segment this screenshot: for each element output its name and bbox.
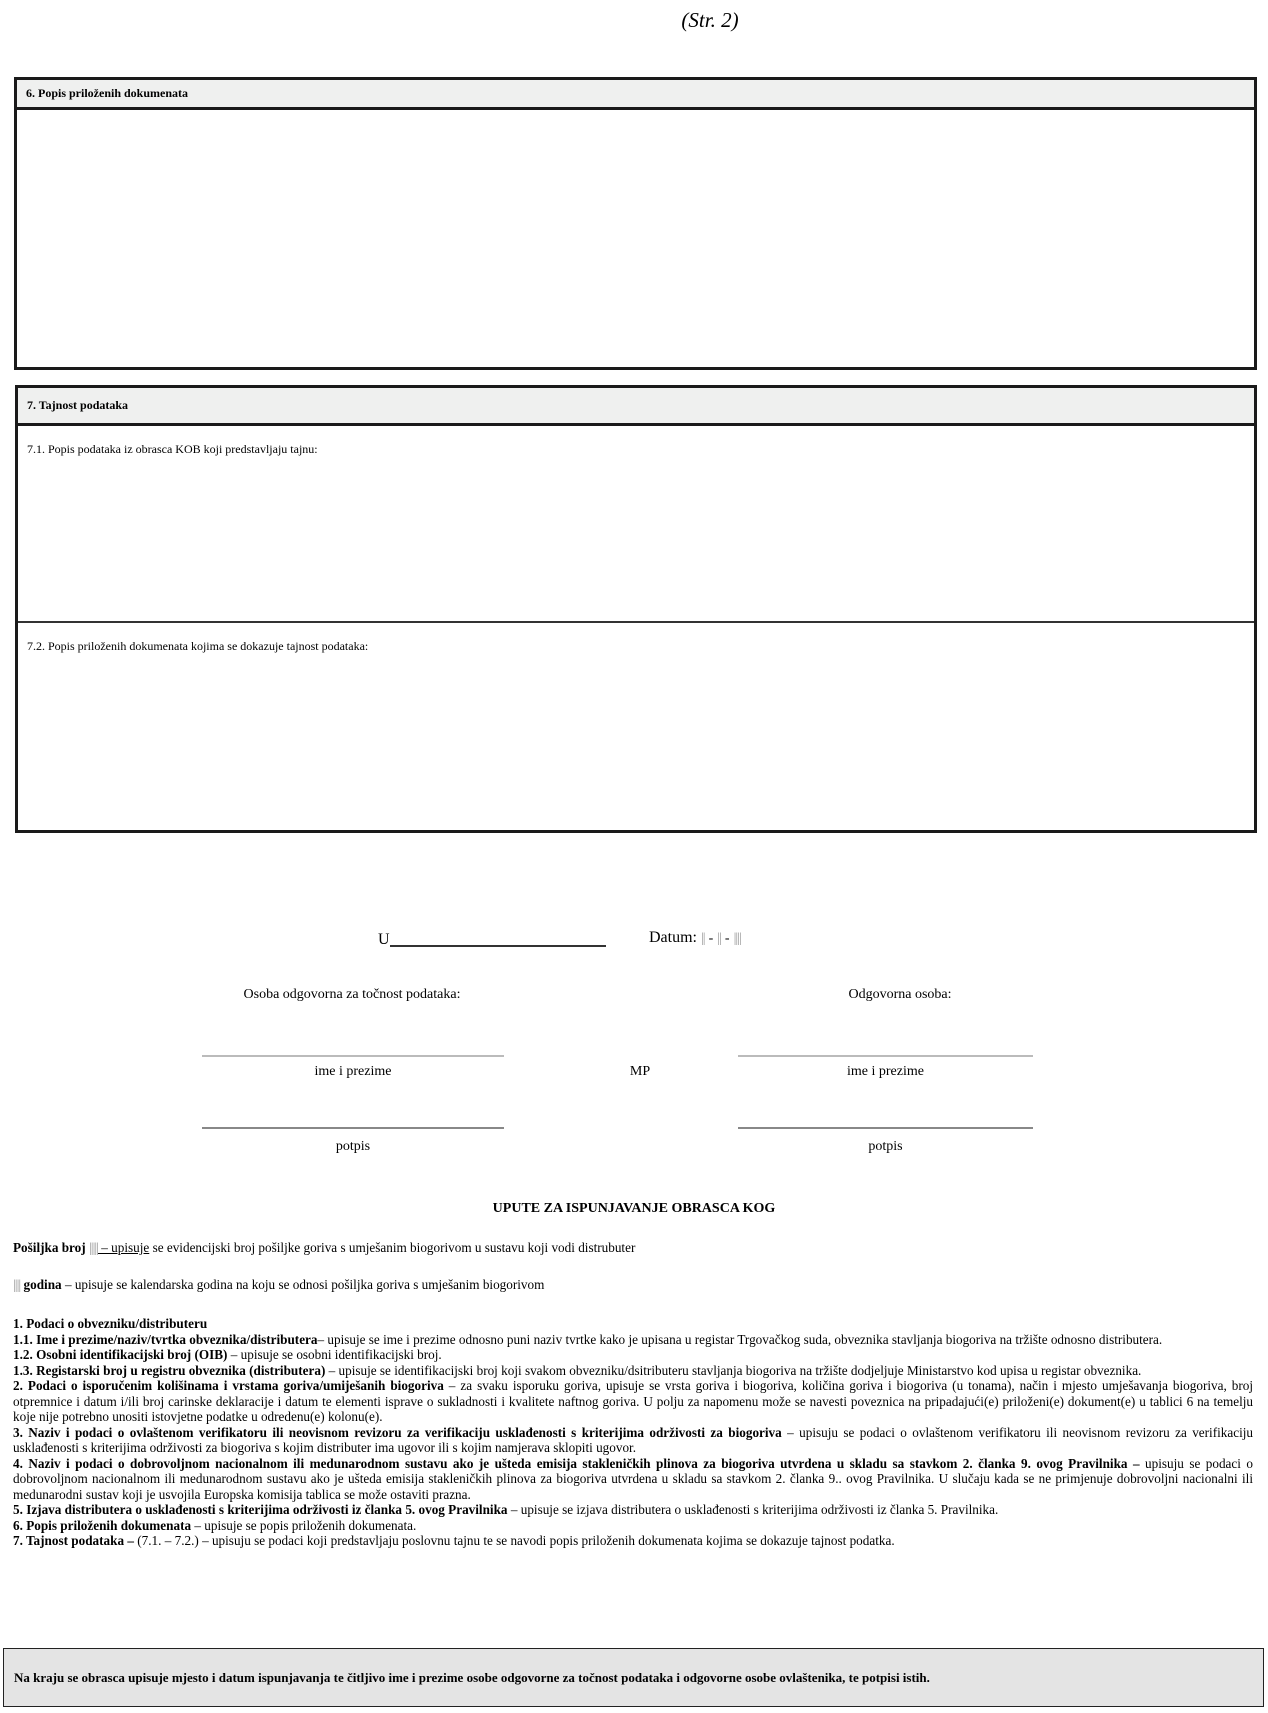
instruction-item-text: upisuju se podaci o dobrovoljnom nacionalnom ili medunarodnom sustavu ako je ušteda emisija stakleničkih plinova za biogoriva utvrdena u skladu sa stavkom 2. članka 9.. ovog Pravilnika. U slučaju kada se ne primjenuje dobrovoljni nacionalni ili medunarodni sustav koji je usvojila Europska komisija tablica se može ostaviti prazna. xyxy=(13,1455,1253,1502)
year-ticks: |||| xyxy=(13,1278,21,1293)
instruction-item-heading: 1.2. Osobni identifikacijski broj (OIB) xyxy=(13,1347,228,1362)
section-6-input-area[interactable] xyxy=(17,110,1254,364)
instruction-item-text: (7.1. – 7.2.) – upisuju se podaci koji predstavljaju poslovnu tajnu te se navodi popis priloženih dokumenata kojima se dokazuje tajnost podatka. xyxy=(137,1533,895,1548)
year-text: – upisuje se kalendarska godina na koju se odnosi pošiljka goriva s umješanim biogorivom xyxy=(61,1277,545,1292)
instruction-item-text: – upisuje se izjava distributera o usklađenosti s kriterijima održivosti iz članka 5. Pravilnika. xyxy=(507,1502,999,1517)
instruction-item xyxy=(13,1347,1253,1363)
instruction-item-heading: 3. Naziv i podaci o ovlaštenom verifikatoru ili neovisnom revizoru za verifikaciju usklađenosti s kriterijima održivosti za biogoriva xyxy=(13,1424,782,1440)
section-7-1-input-area[interactable] xyxy=(18,426,1254,621)
page-number: (Str. 2) xyxy=(681,8,739,32)
right-signature-heading: Odgovorna osoba: xyxy=(848,987,952,1002)
shipment-number-ticks: ||||| xyxy=(88,1241,98,1256)
date-separator-2: - xyxy=(724,931,730,946)
instruction-item xyxy=(13,1332,1253,1348)
left-signature-heading: Osoba odgovorna za točnost podataka: xyxy=(243,987,461,1002)
left-signature-caption: potpis xyxy=(335,1139,371,1154)
left-name-caption: ime i prezime xyxy=(314,1064,392,1079)
section-7-data-confidentiality xyxy=(15,385,1257,833)
instruction-item-heading: 5. Izjava distributera o usklađenosti s kriterijima održivosti iz članka 5. ovog Pravilnika xyxy=(13,1502,508,1517)
section-6-attached-documents xyxy=(14,77,1257,370)
section-7-2-label: 7.2. Popis priloženih dokumenata kojima se dokazuje tajnost podataka: xyxy=(27,639,369,653)
instruction-item-heading: 6. Popis priloženih dokumenata xyxy=(13,1517,192,1533)
date-separator-1: - xyxy=(708,931,714,946)
instructions-list xyxy=(13,1316,1253,1549)
instruction-item xyxy=(13,1378,1253,1425)
instruction-item xyxy=(13,1502,1253,1518)
instructions-title: UPUTE ZA ISPUNJAVANJE OBRASCA KOG xyxy=(492,1201,776,1216)
instruction-item-text: – upisuje se osobni identifikacijski broj. xyxy=(227,1347,442,1362)
left-name-line[interactable] xyxy=(202,1055,504,1057)
instruction-item-heading: 1.3. Registarski broj u registru obveznika (distributera) xyxy=(13,1362,326,1378)
section-7-1-label: 7.1. Popis podataka iz obrasca KOB koji predstavljaju tajnu: xyxy=(27,442,318,456)
shipment-text: se evidencijski broj pošiljke goriva s umješanim biogorivom u sustavu koji vodi distrubuter xyxy=(149,1240,636,1255)
section-7-title: 7. Tajnost podataka xyxy=(27,398,129,412)
instruction-item-heading: 2. Podaci o isporučenim kolišinama i vrstama goriva/umiješanih biogoriva xyxy=(13,1378,444,1393)
footer-note-box xyxy=(3,1648,1264,1707)
instruction-item-heading: 1.1. Ime i prezime/naziv/tvrtka obveznika/distributera xyxy=(13,1331,318,1347)
instruction-item xyxy=(13,1456,1253,1503)
section-6-title: 6. Popis priloženih dokumenata xyxy=(26,86,189,100)
date-year-input[interactable]: |||| xyxy=(733,931,741,946)
instruction-item-text: – upisuje se ime i prezime odnosno puni naziv tvrtke kako je upisana u registar Trgovačkog suda, obveznika stavljanja biogoriva na tržište odnosno distributera. xyxy=(317,1331,1163,1347)
date-month-input[interactable]: || xyxy=(717,931,721,946)
footer-note-text: Na kraju se obrasca upisuje mjesto i datum ispunjavanja te čitljivo ime i prezime osobe odgovorne za točnost podataka i odgovorne osobe ovlaštenika, te potpisi istih. xyxy=(14,1669,930,1685)
right-name-caption: ime i prezime xyxy=(847,1064,924,1079)
instruction-item-text: – upisuju se podaci o ovlaštenom verifikatoru ili neovisnom revizoru za verifikaciju usklađenosti s kriterijima održivosti za biogoriva s kojim distributer ima ugovor ili s kojim namjerava sklopiti ugovor. xyxy=(13,1424,1253,1455)
place-field xyxy=(378,929,606,949)
instruction-item-text: – upisuje se identifikacijski broj koji svakom obvezniku/dsitributeru stavljanja biogoriva na tržište dodjeljuje Ministarstvo kod upisa u registar obveznika. xyxy=(325,1362,1142,1378)
instruction-item-heading: 4. Naziv i podaci o dobrovoljnom nacionalnom ili medunarodnom sustavu ako je ušteda emisija stakleničkih plinova za biogoriva utvrdena u skladu sa stavkom 2. članka 9. ovog Pravilnika – xyxy=(13,1455,1140,1471)
shipment-number-instruction xyxy=(13,1240,1253,1257)
instruction-item xyxy=(13,1425,1253,1456)
date-label: Datum: xyxy=(649,929,697,946)
place-input-line[interactable] xyxy=(390,929,606,947)
instruction-item xyxy=(13,1316,1253,1332)
year-label: godina xyxy=(23,1277,62,1292)
right-name-line[interactable] xyxy=(738,1055,1033,1057)
instruction-item-heading: 7. Tajnost podataka – xyxy=(13,1533,138,1548)
instruction-item-text: – upisuje se popis priloženih dokumenata. xyxy=(191,1517,417,1533)
instruction-item-text: – za svaku isporuku goriva, upisuje se vrsta goriva i biogoriva, količina goriva i biogoriva (u tonama), način i mjesto umješavanja biogoriva, broj otpremnice i datum i/ili broj carinske deklaracije i datum te elementi isprave o sukladnosti i kvalitete naftnog goriva. U polju za napomenu može se navesti poveznica na pripadajući(e) priloženi(e) dokument(e) u tablici 6 na temelju koje nije potrebno unositi istovjetne podatke u odredenu(e) kolonu(e). xyxy=(13,1378,1253,1424)
instruction-item xyxy=(13,1533,1253,1549)
section-7-2-input-area[interactable] xyxy=(18,623,1254,827)
left-signature-line[interactable] xyxy=(202,1127,504,1129)
instruction-item-heading: 1. Podaci o obvezniku/distributeru xyxy=(13,1316,208,1331)
place-prefix: U xyxy=(378,931,390,948)
right-signature-caption: potpis xyxy=(868,1139,903,1154)
section-7-header xyxy=(18,388,1254,426)
shipment-dash: – upisuje xyxy=(97,1240,150,1255)
shipment-number-label: Pošiljka broj xyxy=(13,1240,86,1255)
stamp-label: MP xyxy=(629,1064,651,1079)
right-signature-line[interactable] xyxy=(738,1127,1033,1129)
date-day-input[interactable]: || xyxy=(701,931,705,946)
date-field xyxy=(649,929,741,947)
year-instruction xyxy=(13,1277,1253,1294)
instruction-item xyxy=(13,1363,1253,1379)
section-6-header xyxy=(17,80,1254,110)
instruction-item xyxy=(13,1518,1253,1534)
